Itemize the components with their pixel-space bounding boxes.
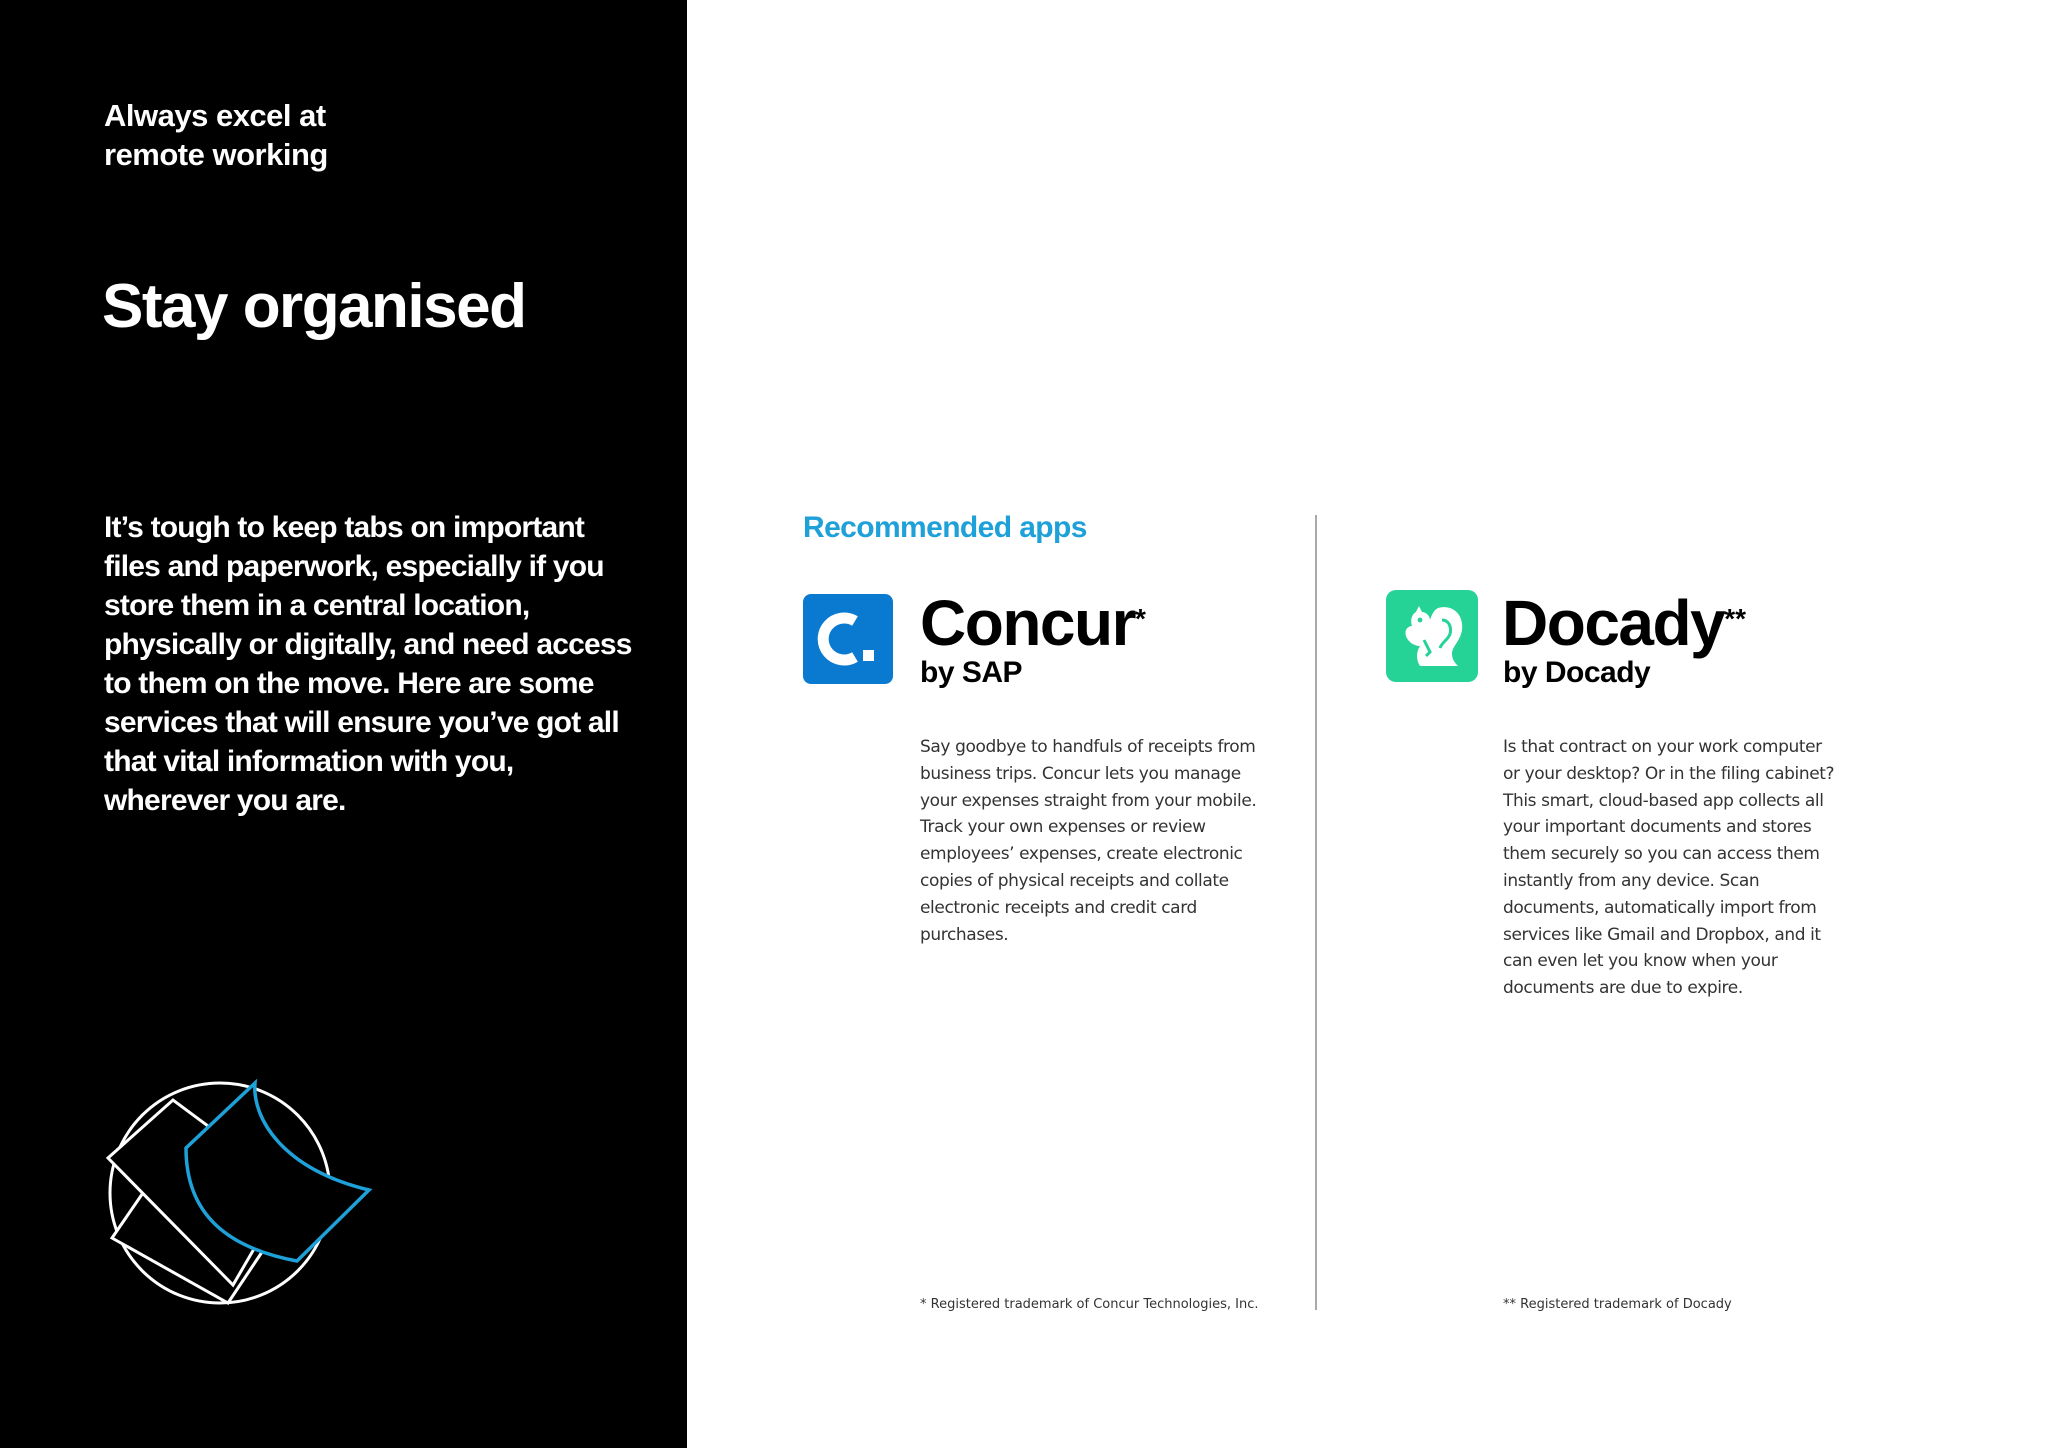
squirrel-icon xyxy=(1386,590,1478,682)
section-heading: Recommended apps xyxy=(803,511,1087,544)
docady-publisher: by Docady xyxy=(1503,656,1651,689)
concur-description: Say goodbye to handfuls of receipts from business trips. Concur lets you manage your expenses straight from your mobile. Track your own expenses or review employees’ expenses, create electronic copies of physical receipts and collate electronic receipts and credit card purchases. xyxy=(920,737,1257,945)
docady-logo-icon xyxy=(1386,590,1478,682)
intro-paragraph: It’s tough to keep tabs on important files and paperwork, especially if you store them in a central location, physically or digitally, and need access to them on the move. Here are some services that will ensure you’ve got all that vital information with you, wherever you are. xyxy=(104,511,632,817)
kicker-line-2: remote working xyxy=(104,137,328,172)
concur-footnote: * Registered trademark of Concur Technologies, Inc. xyxy=(920,1297,1259,1312)
column-divider xyxy=(1315,515,1317,1310)
concur-name-text: Concur xyxy=(920,587,1135,659)
concur-publisher: by SAP xyxy=(920,656,1023,689)
concur-logo-glyph xyxy=(803,594,893,684)
concur-app-name xyxy=(920,588,1146,658)
concur-logo-icon xyxy=(803,594,893,684)
docady-description: Is that contract on your work computer or your desktop? Or in the filing cabinet? This smart, cloud-based app collects all your important documents and stores them securely so you can access them instantly from any device. Scan documents, automatically import from services like Gmail and Dropbox, and it can even let you know when your documents are due to expire. xyxy=(1503,737,1835,999)
docady-trademark-mark: ** xyxy=(1724,603,1746,634)
section-kicker xyxy=(104,96,484,174)
left-panel xyxy=(0,0,687,1448)
docady-footnote: ** Registered trademark of Docady xyxy=(1503,1297,1732,1312)
kicker-line-1: Always excel at xyxy=(104,98,326,133)
documents-icon xyxy=(78,1070,378,1320)
page-title: Stay organised xyxy=(102,272,526,341)
docady-app-name xyxy=(1502,588,1746,658)
docady-name-text: Docady xyxy=(1502,587,1725,659)
concur-trademark-mark: * xyxy=(1135,603,1146,634)
